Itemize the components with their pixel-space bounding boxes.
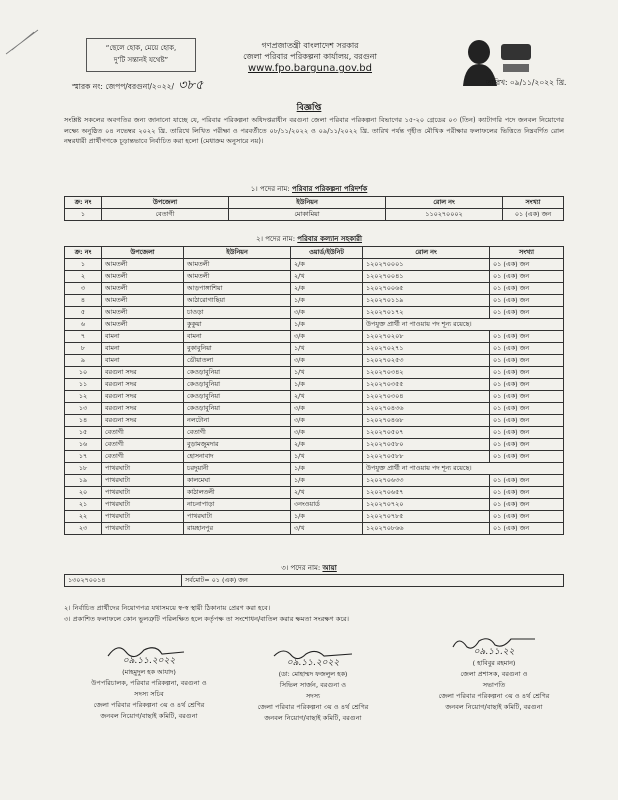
table-row	[65, 367, 564, 379]
website-link[interactable]: www.fpo.barguna.gov.bd	[247, 63, 372, 74]
signatory-name: (ডা: মোহাম্মদ ফজলুল হক)	[278, 670, 348, 678]
section-1-post: পরিবার পরিকল্পনা পরিদর্শক	[291, 185, 368, 193]
intro-paragraph: সংশ্লিষ্ট সকলের অবগতির জন্য জানানো যাচ্ছে যে, পরিবার পরিকল্পনা অধিদপ্তরাধীন বরগুনা জেলা পরিবার পরিকল্পনা বিভাগের ১৫-২০ গ্রেডের ০৩ (তিন) ক্যাটাগরি পদে জনবল নিয়োগের লক্ষ্যে অনুষ্ঠিত ০৪ নভেম্বর ২০২২ খ্রি. তারিখে লিখিত পরীক্ষা ও পরবর্তীতে ০৮/১১/২০২২ ও ০৯/১১/২০২২ খ্রি. তারিখ পর্যন্ত গৃহীত মৌখিক পরীক্ষার ফলাফলের ভিত্তিতে নিম্নবর্ণিত রোল নম্বরধারী প্রার্থীগণকে চূড়ান্তভাবে নির্বাচিত করা হলো (মেধাক্রম অনুসারে নয়)।	[64, 116, 564, 145]
table-cell: ২০	[65, 487, 102, 499]
table-cell: বেতাগী	[102, 439, 184, 451]
table-cell: বেতাগী	[102, 427, 184, 439]
table-cell: কেওড়াবুনিয়া	[184, 379, 291, 391]
table-cell: ০১ (এক) জন	[490, 451, 564, 463]
table-row	[65, 403, 564, 415]
table-cell: পাথরঘাটা	[102, 499, 184, 511]
table-cell: ০১ (এক) জন	[490, 523, 564, 535]
table-cell: বুকাবুনিয়া	[184, 343, 291, 355]
section-2-table	[64, 246, 564, 535]
table-cell: ২/ক	[291, 259, 363, 271]
memo-number	[72, 76, 203, 97]
table-row	[65, 379, 564, 391]
table-cell: ৬	[65, 319, 102, 331]
table-cell: বরগুনা সদর	[102, 379, 184, 391]
table-cell: ১/ক	[291, 319, 363, 331]
memo-label: স্মারক নং: জেপপ/বরগুনা/২০২২/	[72, 82, 174, 91]
table-cell: ২/খ	[291, 487, 363, 499]
table-cell: বেতাগী	[184, 427, 291, 439]
table-cell: ১২০২৭০৪৩৬	[363, 403, 490, 415]
table-cell: ১৩	[65, 403, 102, 415]
signatory-line: উপপরিচালক, পরিবার পরিকল্পনা, বরগুনা ও	[91, 679, 207, 687]
table-cell: ১০	[65, 367, 102, 379]
table-row	[65, 575, 564, 587]
table-cell: ১২০২৭০৭৮৫	[363, 511, 490, 523]
table-cell: আমতলী	[102, 295, 184, 307]
table-cell: পাথরঘাটা	[102, 463, 184, 475]
table-cell: আমতলী	[184, 271, 291, 283]
table-cell: ডৌয়াতলা	[184, 355, 291, 367]
table-cell: ০১ (এক) জন	[490, 391, 564, 403]
table-cell: ১/ক	[291, 475, 363, 487]
table-cell: উপযুক্ত প্রার্থী না পাওয়ায় পদ শূন্য রয়েছে।	[363, 319, 564, 331]
table-cell: মোকামিয়া	[229, 209, 386, 221]
table-cell: ০১ (এক) জন	[490, 475, 564, 487]
table-cell: ০১ (এক) জন	[490, 403, 564, 415]
column-header: রোল নং	[363, 247, 490, 259]
table-row	[65, 209, 564, 221]
table-cell: বরগুনা সদর	[102, 367, 184, 379]
table-cell: আমতলী	[102, 283, 184, 295]
table-cell: ১২০২৭০১১৯	[363, 295, 490, 307]
table-cell: ১২০২৭০৫০৭	[363, 427, 490, 439]
table-cell: ৭	[65, 331, 102, 343]
signature-block-member-secretary	[64, 640, 234, 722]
table-cell: ০১ (এক) জন	[490, 511, 564, 523]
table-cell: ১২	[65, 391, 102, 403]
table-cell: ১/খ	[291, 367, 363, 379]
table-cell: পাথরঘাটা	[102, 475, 184, 487]
signature-block-civil-surgeon	[228, 646, 398, 724]
table-header-row	[65, 247, 564, 259]
table-cell: পাথরঘাটা	[102, 523, 184, 535]
table-cell: ০১ (এক) জন	[490, 283, 564, 295]
section-3-post: আয়া	[322, 564, 337, 572]
table-cell: কালমেঘা	[184, 475, 291, 487]
table-cell: আমতলী	[102, 307, 184, 319]
table-cell: ৩/ক	[291, 427, 363, 439]
table-cell: বরগুনা সদর	[102, 391, 184, 403]
table-row	[65, 319, 564, 331]
signatory-line: জেলা প্রশাসক, বরগুনা ও	[460, 670, 528, 678]
table-row	[65, 499, 564, 511]
total-count: সর্বমোট= ০১ (এক) জন	[182, 575, 564, 587]
table-cell: কেওড়াবুনিয়া	[184, 403, 291, 415]
table-row	[65, 331, 564, 343]
table-cell: ২/ক	[291, 439, 363, 451]
table-cell: কেওড়াবুনিয়া	[184, 391, 291, 403]
table-cell: কেওড়াবুনিয়া	[184, 367, 291, 379]
table-cell: ১১০২৭০০০২	[386, 209, 503, 221]
note-item: ৩। প্রকাশিত ফলাফলে কোন ভুলত্রুটি পরিলক্ষিত হলে কর্তৃপক্ষ তা সংশোধন/বাতিল করার ক্ষমতা সংরক্ষণ করে।	[64, 615, 349, 623]
table-cell: ১/ক	[291, 511, 363, 523]
section-3-prefix: ৩। পদের নাম:	[281, 564, 323, 572]
table-cell: ০১ (এক) জন	[490, 487, 564, 499]
table-cell: ০১ (এক) জন	[490, 295, 564, 307]
slogan-line-2: দু'টি সন্তানই যথেষ্ট”	[113, 56, 169, 64]
table-cell: আমতলী	[102, 319, 184, 331]
notice-title: বিজ্ঞপ্তি	[296, 103, 322, 113]
column-header: ইউনিয়ন	[229, 197, 386, 209]
table-cell: পাথরঘাটা	[184, 511, 291, 523]
signatory-name: (মাহমুদুল হক আযাদ)	[122, 668, 176, 676]
section-2-prefix: ২। পদের নাম:	[256, 235, 298, 243]
slogan-line-1: “ছেলে হোক, মেয়ে হোক,	[105, 44, 177, 52]
table-cell: বামনা	[102, 355, 184, 367]
column-header: সংখ্যা	[490, 247, 564, 259]
table-cell: ২/খ	[291, 271, 363, 283]
table-cell: ১৯	[65, 475, 102, 487]
table-cell: ২/খ	[291, 391, 363, 403]
signatory-line: জেলা পরিবার পরিকল্পনা ৩য় ও ৪র্থ শ্রেণির	[93, 701, 205, 709]
table-cell: নাচনাপাড়া	[184, 499, 291, 511]
table-cell: আমতলী	[184, 259, 291, 271]
column-header: উপজেলা	[102, 247, 184, 259]
table-cell: ০১ (এক) জন	[490, 427, 564, 439]
column-header: ইউনিয়ন	[184, 247, 291, 259]
table-cell: ৮	[65, 343, 102, 355]
table-cell: ৩	[65, 283, 102, 295]
table-cell: ১২০২৭০৩৪২	[363, 367, 490, 379]
section-3-title	[0, 562, 618, 574]
signatory-line: সিভিল সার্জন, বরগুনা ও	[279, 681, 347, 689]
table-cell: ১৬	[65, 439, 102, 451]
table-cell: বরগুনা সদর	[102, 403, 184, 415]
table-cell: ১২০২৭০৫৮০	[363, 439, 490, 451]
table-cell: ০১ (এক) জন	[490, 331, 564, 343]
table-cell: ১২০২৭০৮৬৬	[363, 523, 490, 535]
table-cell: ০১ (এক) জন	[490, 415, 564, 427]
table-cell: বরগুনা সদর	[102, 415, 184, 427]
table-cell: ৩/ক	[291, 355, 363, 367]
memo-handwritten: ৩৮৫	[177, 78, 204, 93]
table-cell: ১২০২৭০০৪১	[363, 271, 490, 283]
table-cell: পাথরঘাটা	[102, 511, 184, 523]
signatory-line: জনবল নিয়োগ/বাছাই কমিটি, বরগুনা	[445, 703, 543, 711]
office-header	[180, 40, 440, 76]
signatory-line: জেলা পরিবার পরিকল্পনা ৩য় ও ৪র্থ শ্রেণির	[438, 692, 550, 700]
table-cell: ১২০২৭০০৬৫	[363, 283, 490, 295]
column-header: ক্র: নং	[65, 197, 102, 209]
table-cell: ১/খ	[291, 343, 363, 355]
table-row	[65, 355, 564, 367]
table-cell: রায়হানপুর	[184, 523, 291, 535]
table-cell: ১/ক	[291, 379, 363, 391]
table-cell: ৩/ক	[291, 331, 363, 343]
table-row	[65, 307, 564, 319]
table-cell: ১২০২৭০৭২০	[363, 499, 490, 511]
table-cell: ৩নংওয়ার্ড	[291, 499, 363, 511]
table-row	[65, 391, 564, 403]
column-header: ওয়ার্ড/ইউনিট	[291, 247, 363, 259]
signatory-line: সভাপতি	[482, 681, 506, 689]
column-header: ক্র: নং	[65, 247, 102, 259]
table-row	[65, 427, 564, 439]
table-cell: আঠারোগাছিয়া	[184, 295, 291, 307]
table-cell: ১২০২৭০৬৩৩	[363, 475, 490, 487]
column-header: সংখ্যা	[503, 197, 564, 209]
signature-block-president	[404, 633, 584, 713]
table-cell: ৯	[65, 355, 102, 367]
table-cell: ০১ (এক) জন	[490, 499, 564, 511]
corner-scribble-icon	[4, 26, 44, 56]
section-3-table	[64, 574, 564, 587]
table-row	[65, 487, 564, 499]
table-row	[65, 451, 564, 463]
table-cell: ১২০২৭০০০১	[363, 259, 490, 271]
table-cell: বেতাগী	[102, 451, 184, 463]
table-cell: ০১ (এক) জন	[490, 343, 564, 355]
section-1-table	[64, 196, 564, 221]
table-cell: আমতলী	[102, 259, 184, 271]
table-cell: ১২০২৭০২০৮	[363, 331, 490, 343]
table-cell: ১৪	[65, 415, 102, 427]
section-1-prefix: ১। পদের নাম:	[250, 185, 292, 193]
table-cell: আমতলী	[102, 271, 184, 283]
table-row	[65, 259, 564, 271]
table-cell: ৪	[65, 295, 102, 307]
table-cell: ২	[65, 271, 102, 283]
notes	[64, 603, 574, 625]
signature-date: ০৯.১১.২২	[473, 647, 515, 657]
table-cell: ০১ (এক) জন	[490, 439, 564, 451]
table-cell: ১/ক	[291, 295, 363, 307]
table-cell: ০১ (এক) জন	[490, 259, 564, 271]
table-cell: ১৫	[65, 427, 102, 439]
table-cell: ০১ (এক) জন	[490, 367, 564, 379]
table-cell: ১২০২৭০৫৮৮	[363, 451, 490, 463]
signatory-line: সদস্য সচিব	[134, 690, 164, 698]
table-cell: বুড়ামজুমদার	[184, 439, 291, 451]
table-cell: বামনা	[102, 343, 184, 355]
table-cell: ২১	[65, 499, 102, 511]
issue-date: তারিখ: ০৯/১১/২০২২ খ্রি.	[486, 78, 567, 87]
table-row	[65, 283, 564, 295]
table-cell: বেতাগী	[102, 209, 229, 221]
table-cell: ২৩	[65, 523, 102, 535]
table-cell: ১২০২৭০২৫৩	[363, 355, 490, 367]
table-cell: ৩/ক	[291, 415, 363, 427]
table-cell: ১২০২৭০২৭১	[363, 343, 490, 355]
table-row	[65, 523, 564, 535]
table-row	[65, 295, 564, 307]
table-cell: ১/ক	[291, 463, 363, 475]
table-cell: ১৮	[65, 463, 102, 475]
table-cell: ১২০২৭০৩৫৫	[363, 379, 490, 391]
table-row	[65, 475, 564, 487]
table-cell: ৩/খ	[291, 523, 363, 535]
table-cell: ১২০২৭০৬৫৭	[363, 487, 490, 499]
section-2-title	[0, 233, 618, 245]
government-name: গণপ্রজাতন্ত্রী বাংলাদেশ সরকার	[261, 41, 359, 50]
table-cell: ১২০২৭০৩০৪	[363, 391, 490, 403]
table-row	[65, 463, 564, 475]
signatory-line: জনবল নিয়োগ/বাছাই কমিটি, বরগুনা	[264, 714, 362, 722]
table-cell: ০১ (এক) জন	[490, 271, 564, 283]
table-cell: চরদুয়ানী	[184, 463, 291, 475]
signatory-line: সদস্য	[305, 692, 321, 700]
column-header: রোল নং	[386, 197, 503, 209]
table-cell: ২২	[65, 511, 102, 523]
table-cell: বামনা	[184, 331, 291, 343]
table-cell: ৩/ক	[291, 307, 363, 319]
table-cell: ০১ (এক) জন	[490, 307, 564, 319]
signatory-line: জেলা পরিবার পরিকল্পনা ৩য় ও ৪র্থ শ্রেণির	[257, 703, 369, 711]
table-cell: ০১ (এক) জন	[503, 209, 564, 221]
signature-date: ০৯.১১.২০২২	[122, 656, 176, 666]
table-cell: হোসনাবাদ	[184, 451, 291, 463]
table-row	[65, 439, 564, 451]
table-cell: ৫	[65, 307, 102, 319]
table-cell: নলটোনা	[184, 415, 291, 427]
table-cell: কুকুয়া	[184, 319, 291, 331]
note-item: ২। নির্বাচিত প্রার্থীদের নিয়োগপত্র যথাসময়ে স্ব-স্ব স্থায়ী ঠিকানায় প্রেরণ করা হবে।	[64, 604, 271, 612]
table-cell: পাথরঘাটা	[102, 487, 184, 499]
roll-number: ১৩০২৭০০১৪	[65, 575, 182, 587]
table-row	[65, 271, 564, 283]
table-cell: ০১ (এক) জন	[490, 379, 564, 391]
table-cell: উপযুক্ত প্রার্থী না পাওয়ায় পদ শূন্য রয়েছে।	[363, 463, 564, 475]
table-row	[65, 511, 564, 523]
table-cell: ১১	[65, 379, 102, 391]
table-cell: ১/খ	[291, 451, 363, 463]
table-cell: ১৭	[65, 451, 102, 463]
signatory-line: জনবল নিয়োগ/বাছাই কমিটি, বরগুনা	[100, 712, 198, 720]
table-cell: ১	[65, 209, 102, 221]
section-1-title	[0, 183, 618, 195]
table-cell: চাওড়া	[184, 307, 291, 319]
table-cell: আড়পাঙ্গাশিয়া	[184, 283, 291, 295]
column-header: উপজেলা	[102, 197, 229, 209]
signature-date: ০৯.১১.২০২২	[286, 658, 340, 668]
table-cell: ৩/ক	[291, 403, 363, 415]
table-cell: কাঠালতলী	[184, 487, 291, 499]
table-cell: বামনা	[102, 331, 184, 343]
signatory-name: ( হাবিবুর রহমান)	[472, 659, 516, 667]
table-cell: ১২০২৭০৪৬৮	[363, 415, 490, 427]
table-header-row	[65, 197, 564, 209]
table-cell: ২/ক	[291, 283, 363, 295]
table-cell: ১	[65, 259, 102, 271]
office-name: জেলা পরিবার পরিকল্পনা কার্যালয়, বরগুনা	[243, 52, 377, 61]
table-cell: ০১ (এক) জন	[490, 355, 564, 367]
table-cell: ১২০২৭০১৭২	[363, 307, 490, 319]
table-row	[65, 415, 564, 427]
section-2-post: পরিবার কল্যান সহকারী	[297, 235, 362, 243]
table-row	[65, 343, 564, 355]
